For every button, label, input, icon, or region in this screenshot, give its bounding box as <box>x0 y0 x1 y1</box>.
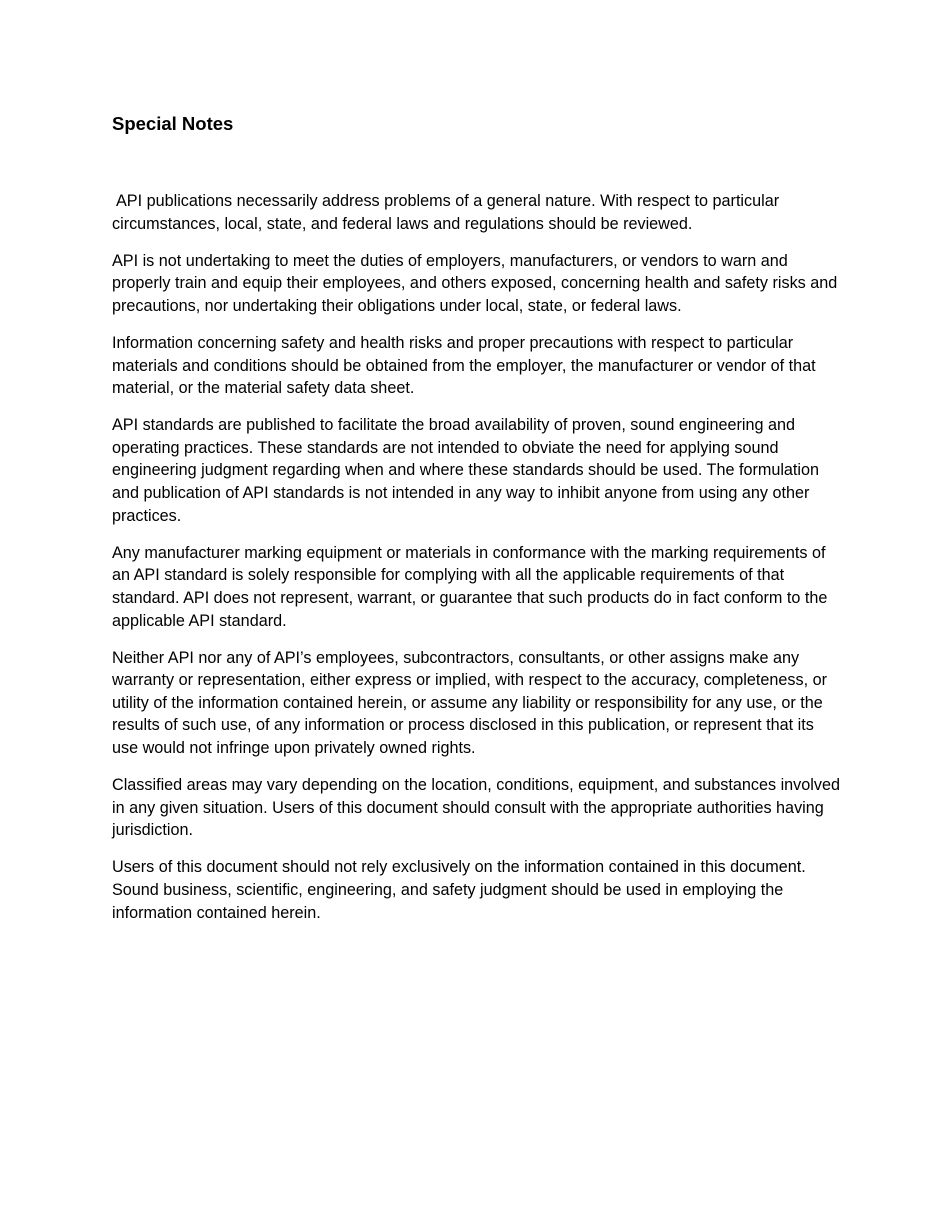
paragraph-warranty-disclaimer: Neither API nor any of API’s employees, subcontractors, consultants, or other assigns make any warranty or representation, either express or implied, with respect to the accuracy, completeness, or utility of the information contained herein, or assume any liability or responsibility for any use, or the results of such use, of any information or process disclosed in this publication, or represent that its use would not infringe upon privately owned rights. <box>112 648 827 757</box>
paragraph-duties-of-employers: API is not undertaking to meet the duties of employers, manufacturers, or vendors to warn and properly train and equip their employees, and others exposed, concerning health and safety risks and precautions, nor undertaking their obligations under local, state, or federal laws. <box>112 251 838 315</box>
paragraph-safety-information: Information concerning safety and health risks and proper precautions with respect to particular materials and conditions should be obtained from the employer, the manufacturer or vendor of that material, or the material safety data sheet. <box>112 333 816 398</box>
paragraph-general-nature: API publications necessarily address problems of a general nature. With respect to particular circumstances, local, state, and federal laws and regulations should be reviewed. <box>112 192 780 233</box>
document-body <box>112 190 840 924</box>
paragraph-standards-purpose: API standards are published to facilitate the broad availability of proven, sound engineering and operating practices. These standards are not intended to obviate the need for applying sound engineering judgment regarding when and where these standards should be used. The formulation and publication of API standards is not intended in any way to inhibit anyone from using any other practices. <box>112 416 820 525</box>
document-page <box>112 112 840 939</box>
paragraph-manufacturer-marking: Any manufacturer marking equipment or materials in conformance with the marking requirements of an API standard is solely responsible for complying with all the applicable requirements of that standard. API does not represent, warrant, or guarantee that such products do in fact conform to the applicable API standard. <box>112 543 828 630</box>
page-title: Special Notes <box>112 113 234 134</box>
paragraph-user-judgment: Users of this document should not rely exclusively on the information contained in this document. Sound business, scientific, engineering, and safety judgment should be used in employing the information contained herein. <box>112 858 806 922</box>
paragraph-classified-areas: Classified areas may vary depending on the location, conditions, equipment, and substances involved in any given situation. Users of this document should consult with the appropriate authorities having jurisdiction. <box>112 776 840 840</box>
